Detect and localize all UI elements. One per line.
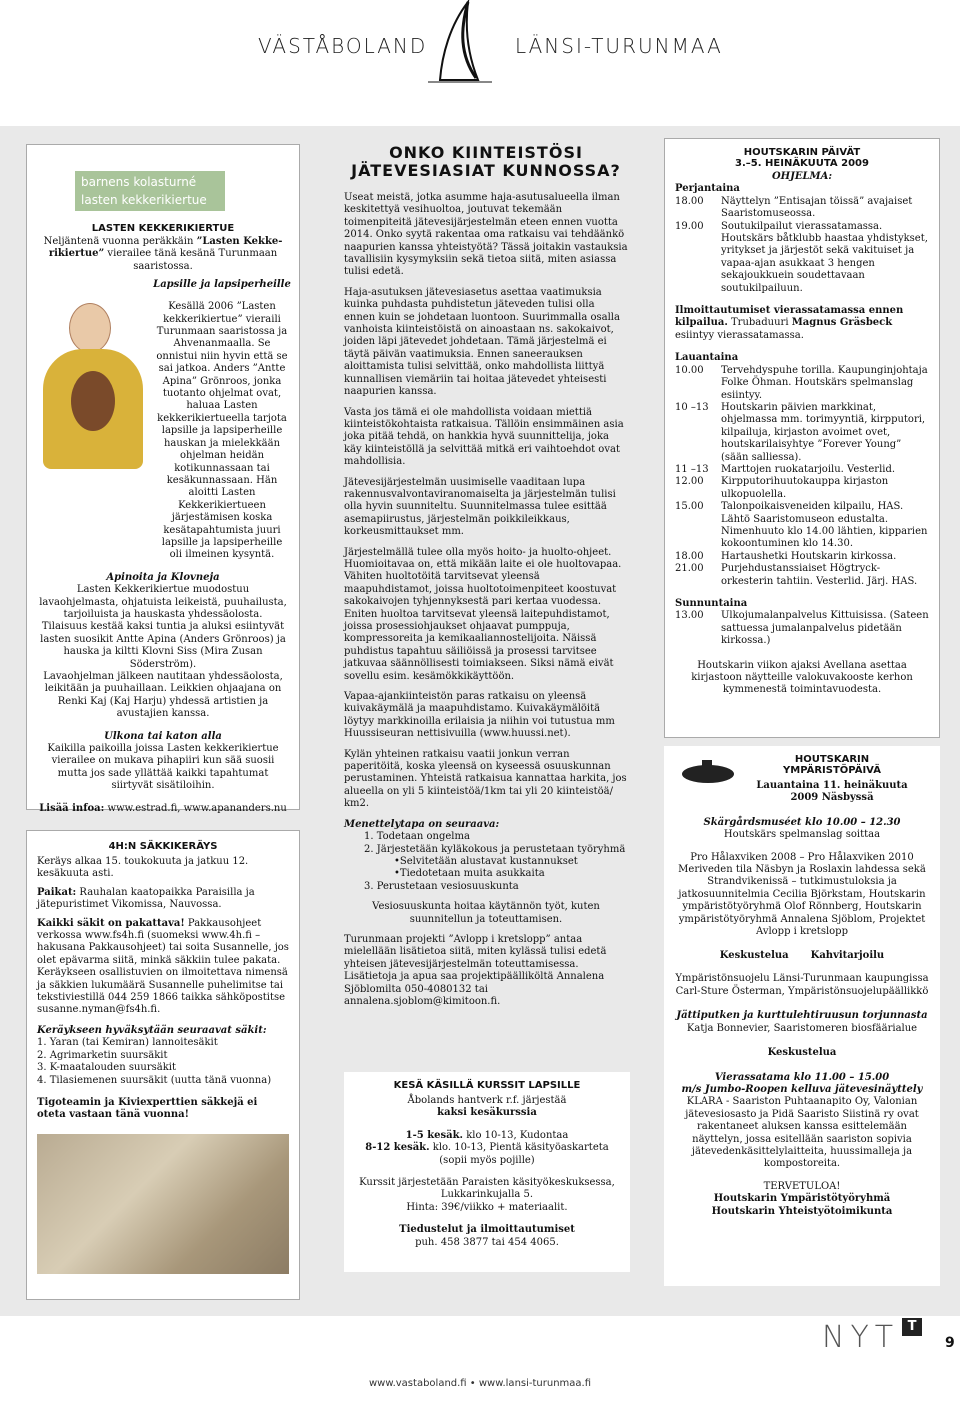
nyt-brand-t: T — [902, 1318, 922, 1336]
cooperative-note: Vesiosuuskunta hoitaa käytännön työt, kuten suunnitellun ja toteuttamisen. — [372, 901, 600, 925]
klara-exhibition: KLARA - Saariston Puhtaanapito Oy, Valonian jätevesiosasto ja Pidä Saaristo Siistinä ry ovat rakentaneet aluksen kanssa esittelemään näyttelyn, jossa esitellään saariston sopivia jätevedenkäsittelylaitteita, huussimalleja ja kompostoreita. — [685, 1096, 919, 1170]
session-2-sub: Katja Bonnevier, Saaristomeren biosfäärialue — [686, 1022, 918, 1034]
summer-courses-article — [344, 1072, 630, 1272]
kekkerikiertue-paragraph-5: Kaikilla paikoilla joissa Lasten kekkerikiertue vierailee on mukava pihapiiri kun sää suosii mutta jos sade yllättää kaikki tapahtumat siirtyvät sisätiloihin. — [47, 743, 279, 792]
course-phone: puh. 458 3877 tai 454 4065. — [415, 1236, 559, 1248]
discussion-label: Keskustelua — [719, 950, 789, 962]
kekkerikiertue-heading: LASTEN KEKKERIKIERTUE — [91, 223, 235, 234]
kekkerikiertue-subheading-1: Lapsille ja lapsiperheille — [153, 279, 291, 291]
wastewater-article — [344, 144, 628, 1044]
speakers-list: Pro Hålaxviken 2008 – Pro Hålaxviken 2010 Meriveden tila Näsbyn ja Roslaxin lahdessa sekä Strandvikenissä – tutkimustuloksia ja jatkosuunnitelmia Cecilia Björkstam, Houtskarin ympäristötyöryhmä Olof Rönnberg, Houtskarin ympäristötyöryhmä Annalena Sjöblom, Projektet Avlopp i kretslopp — [678, 851, 926, 938]
wastewater-paragraph: Järjestelmällä tulee olla myös hoito- ja huolto-ohjeet. Huomioitavaa on, että mikään laite ei ole huoltovapaa. Vähiten huoltotöitä tarvitsevat yleensä maapuhdistamot, joissa huoltotoimenpiteet koostuvat sakokaivojen tyhjennyksestä pari kertaa vuodessa. Eniten huoltoa tarvitsevat yleensä laitepuhdistamot, joissa prosessiohjaukset ohjaavat pumppuja, kompressoreita ja kemikaaliannostelijoita. Näissä puhdistus tapahtuu säiliöissä ja prosessi tarvitsee jatkuvaa säännöllisesti toimiakseen. Siksi nämä eivät sovellu esim. kesämökkikäyttöön. — [344, 546, 622, 682]
program-item: 10.00 Tervehdyspuhe torilla. Kaupunginjohtaja Folke Öhman. Houtskärs spelmanslag esiintyy. — [675, 364, 928, 401]
houtskari-days-heading: HOUTSKARIN PÄIVÄT — [743, 147, 861, 158]
course-1: 1-5 kesäk. klo 10-13, Kudontaa — [405, 1129, 569, 1141]
monkey-performer-photo — [37, 301, 147, 471]
registration-note: Ilmoittautumiset vierassatamassa ennen kilpailua. Trubaduuri Magnus Gräsbeck esiintyy vierassatamassa. — [675, 305, 904, 341]
program-item: 11 –13 Marttojen ruokatarjoilu. Vesterlid. — [675, 463, 896, 475]
sack-collection-heading: 4H:N SÄKKIKERÄYS — [108, 841, 218, 852]
houtskari-days-dates: 3.–5. HEINÄKUUTA 2009 — [735, 158, 869, 169]
environment-protection-talk: Ympäristönsuojelu Länsi-Turunmaan kaupungissa Carl-Sture Österman, Ympäristönsuojelupäällikkö — [675, 973, 929, 997]
sack-collection-instructions: Kaikki säkit on pakattava! Pakkausohjeet verkossa www.fs4h.fi (suomeksi www.4h.fi – hakusana Pakkausohjeet) tai soita Susannelle, jos olet epävarma siitä, minkä säkkiin tulee pakata. Keräykseen osallistuvien on ilmoitettava nimensä ja säkkien lukumäärä Susannelle puhelimitse tai tekstiviestillä 044 259 1866 taikka sähköpostitse susanne.nyman@fs4h.fi. — [37, 917, 289, 1016]
sail-logo-icon — [420, 0, 500, 85]
program-item: 13.00 Ulkojumalanpalvelus Kittuisissa. (Sateen sattuessa jumalanpalvelus pidetään kirkossa.) — [675, 610, 929, 647]
masthead — [0, 0, 960, 110]
kekkerikiertue-article — [26, 144, 300, 814]
program-item: 21.00 Purjehdustanssiaiset Högtryck-orkesterin tahtiin. Vesterlid. Järj. HAS. — [675, 563, 918, 587]
masthead-swedish-name: VÄSTÅBOLAND — [258, 34, 428, 58]
program-item: 18.00 Hartaushetki Houtskarin kirkossa. — [675, 550, 897, 562]
coffee-label: Kahvitarjoilu — [810, 950, 885, 962]
kekkerikiertue-more-info: Lisää infoa: www.estrad.fi, www.apananders.nu — [39, 802, 287, 814]
wastewater-paragraph: Useat meistä, jotka asumme haja-asutusalueella ilman keskitettyä vesihuoltoa, joutuvat tekemään toimenpiteitä jätevesijärjestelmän eteen ennen vuotta 2014. Onko syytä rakentaa oma ratkaisu vai tehdäänkö naapurien kanssa yhteistyötä? Tässä joitakin vastauksia tavallisiin kysymyksiin sekä tietoa siitä, miten asiassa tulisi edetä. — [344, 192, 628, 278]
kekkerikiertue-paragraph-1: Kesällä 2006 ”Lasten kekkerikiertue” vieraili Turunmaan saaristossa ja Ahvenanmaalla. Se onnistui niin hyvin että se sai jatkoa. Anders ”Antte Apina” Grönroos, jonka tuotanto ohjelmat ovat, haluaa Lasten kekkerikiertueella tarjota lapsille ja lapsiperheille hauskan ja mielekkään ohjelman heidän kotikunnassaan tai kesäkunnassaan. Hän aloitti Lasten Kekkerikiertueen järjestämisen koska kesätapahtumista juuri lapsille ja lapsiperheille oli ilmeinen kysyntä. — [156, 301, 288, 561]
procedure-step: 1. Todetaan ongelma — [364, 831, 470, 843]
day-friday: Perjantaina — [675, 183, 740, 195]
environment-day-date-2: 2009 Näsbyssä — [790, 792, 874, 804]
houtskari-days-closing: Houtskarin viikon ajaksi Avellana asettaa kirjastoon näytteille valokuvakooste kerhon kymmenestä toimintavuodesta. — [691, 659, 913, 696]
program-label: OHJELMA: — [771, 171, 833, 182]
houtskari-days-article — [664, 138, 940, 738]
kekkerikiertue-intro: Neljäntenä vuonna peräkkäin ”Lasten Kekke-rikiertue” vierailee tänä kesänä Turunmaan saaristossa. — [43, 236, 283, 272]
wastewater-paragraph: Vapaa-ajankiinteistön paras ratkaisu on yleensä kuivakäymälä ja maapuhdistamo. Kuivakäymälöitä löytyy markkinoilla erilaisia ja niihin voi tutustua mm Huussiseuran nettisivuilla (www.huussi.net). — [344, 691, 615, 740]
kekkerikiertue-paragraph-4: Lavaohjelman jälkeen nautitaan yhdessäolosta, leikitään ja puuhaillaan. Leikkien ohjaajana on Renki Kaj (Kaj Harju) yhdessä artistien ja avustajien kanssa. — [43, 671, 283, 720]
course-2: 8-12 kesäk. klo. 10-13, Pientä käsityöaskarteta (sopii myös pojille) — [365, 1142, 609, 1166]
environment-day-heading-2: YMPÄRISTÖPÄIVÄ — [783, 765, 881, 776]
logo-line-swedish: barnens kolasturné — [81, 175, 197, 189]
procedure-substep: •Selvitetään alustavat kustannukset — [394, 855, 578, 867]
environment-day-date-1: Lauantaina 11. heinäkuuta — [756, 780, 908, 791]
accepted-sack-item: 3. K-maatalouden suursäkit — [37, 1062, 176, 1074]
accepted-sack-item: 4. Tilasiemenen suursäkit (uutta tänä vuonna) — [37, 1074, 272, 1086]
procedure-step: 3. Perustetaan vesiosuuskunta — [364, 880, 519, 892]
organizer-line: Åbolands hantverk r.f. järjestää — [407, 1095, 567, 1106]
submarine-logo-icon — [678, 756, 738, 786]
organizer-1: Houtskarin Ympäristötyöryhmä — [713, 1193, 891, 1205]
page-number: 9 — [945, 1335, 955, 1351]
project-contact: Turunmaan projekti ”Avlopp i kretslopp” antaa mielellään lisätietoa siitä, miten kylässä tulisi edetä yhteisen jätevesijärjestelmän toteuttamisessa. Lisätietoja ja apua saa projektipäälliköltä Annalena Sjöblomilta 050-4080132 tai annalena.sjoblom@kimitoon.fi. — [344, 933, 607, 1007]
wastewater-headline-line2: JÄTEVESIASIAT KUNNOSSA? — [351, 161, 621, 180]
kekkerikiertue-subheading-2: Apinoita ja Klovneja — [106, 571, 220, 583]
session-2-title: Jättiputken ja kurttulehtiruusun torjunnasta — [676, 1010, 928, 1022]
accepted-sack-item: 2. Agrimarketin suursäkit — [37, 1049, 168, 1061]
wastewater-paragraph: Haja-asutuksen jätevesiasetus asettaa vaatimuksia kuinka puhdasta puhdistetun jäteveden tulisi olla ennen kuin se johdetaan luontoon. Suurimmalla osalla vanhoista kiinteistöistä on ainoastaan ns. sakokaivot, joiden läpi jätevedet johdetaan. Tämä järjestelmä ei täytä päivän vaatimuksia. Ennen saneerauksen aloittamista tulisi selvittää, onko mahdollista liittyä kunnallisen viemäriin tai hoitaa jätevedet yhteisesti naapurien kanssa. — [344, 286, 620, 398]
organizer-2: Houtskarin Yhteistyötoimikunta — [711, 1205, 893, 1217]
day-saturday: Lauantaina — [675, 352, 739, 364]
session-1-sub: Houtskärs spelmanslag soittaa — [723, 829, 881, 841]
wastewater-paragraph: Kylän yhteinen ratkaisu vaatii jonkun verran paperitöitä, koska yleensä on kyseessä osuuskunnan perustaminen. Yhteistä ratkaisua kannattaa harkita, jos alueella on yli 5 kiinteistöä/1km tai yli 20 kiinteistöä/ km2. — [344, 748, 627, 810]
wastewater-paragraph: Vasta jos tämä ei ole mahdollista voidaan miettiä kiinteistökohtaista ratkaisua. Tällöin ensimmäinen asia joka pitää tehdä, on hankkia hyvä suunnittelija, joka käy kiinteistöllä ja selvittää mitkä eri vaihtoehdot ovat mahdollisia. — [344, 406, 624, 468]
environment-day-heading-1: HOUTSKARIN — [794, 754, 870, 765]
session-3-title: Vierassatama klo 11.00 – 15.00 — [714, 1071, 890, 1083]
welcome-text: TERVETULOA! — [763, 1180, 841, 1192]
program-item: 15.00 Talonpoikaisveneiden kilpailu, HAS. Lähtö Saaristomuseon edustalta. Nimenhuuto klo 14.00 lähtien, kipparien kokoontuminen klo 14.30. — [675, 501, 928, 550]
sack-collection-closing: Tigoteamin ja Kiviexperttien säkkejä ei oteta vastaan tänä vuonna! — [37, 1096, 258, 1121]
procedure-title: Menettelytapa on seuraava: — [344, 818, 500, 830]
sack-collection-places: Paikat: Rauhalan kaatopaikka Paraisilla ja jätepuristimet Vikomissa, Nauvossa. — [37, 886, 255, 911]
footer-urls: www.vastaboland.fi • www.lansi-turunmaa.fi — [368, 1378, 592, 1389]
accepted-sacks-title: Keräykseen hyväksytään seuraavat säkit: — [37, 1024, 267, 1036]
course-enquiries: Tiedustelut ja ilmoittautumiset — [399, 1224, 575, 1236]
kekkerikiertue-subheading-3: Ulkona tai katon alla — [104, 730, 222, 742]
nyt-brand: NYT — [822, 1320, 900, 1355]
kekkerikiertue-paragraph-2: Lasten Kekkerikiertue muodostuu lavaohjelmasta, ohjatuista leikeistä, puuhailusta, tarjoiluista ja hauskasta yhdessäolosta. — [39, 584, 287, 620]
wastewater-paragraph: Jätevesijärjestelmän uusimiselle vaaditaan lupa rakennusvalvontaviranomaiselta ja järjestelmän tulisi olla hyvin suunniteltu. Suunnitelmassa tulee esittää asemapiirustus, järjestelmän poikkileikkaus, korkeusmittaukset mm. — [344, 476, 616, 538]
session-1-title: Skärgårdsmuséet klo 10.00 – 12.30 — [703, 816, 901, 828]
program-item: 10 –13 Houtskarin päivien markkinat, ohjelmassa mm. torimyyntiä, kirpputori, kilpailuja, kirjaston avoimet ovet, houtskarilaisyhtye ”Forever Young” (sään salliessa). — [675, 401, 926, 463]
rocky-shore-photo — [37, 1134, 289, 1274]
kekkerikiertue-paragraph-3: Tilaisuus kestää kaksi tuntia ja aluksi esiintyvät lasten suosikit Antte Apina (Anders Grönroos) ja hauska ja kiltti Klovni Siss (Mira Zusan Söderström). — [40, 621, 286, 670]
course-location: Kurssit järjestetään Paraisten käsityökeskuksessa, Lukkarinkujalla 5. — [359, 1177, 615, 1201]
day-sunday: Sunnuntaina — [675, 598, 748, 609]
masthead-finnish-name: LÄNSI-TURUNMAA — [515, 34, 723, 58]
discussion-label-2: Keskustelua — [767, 1047, 837, 1059]
wastewater-headline-line1: ONKO KIINTEISTÖSI — [389, 143, 583, 162]
program-item: 12.00 Kirpputorihuutokauppa kirjaston ulkopuolella. — [675, 476, 889, 500]
procedure-step: 2. Järjestetään kyläkokous ja perustetaan työryhmä — [364, 843, 626, 855]
kekkerikiertue-logo — [75, 171, 225, 211]
sack-collection-article — [26, 830, 300, 1300]
course-price: Hinta: 39€/viikko + materiaalit. — [406, 1201, 568, 1213]
sack-collection-dates: Keräys alkaa 15. toukokuuta ja jatkuu 12. kesäkuuta asti. — [37, 856, 249, 880]
procedure-substep: •Tiedotetaan muita asukkaita — [394, 868, 545, 880]
summer-courses-heading: KESÄ KÄSILLÄ KURSSIT LAPSILLE — [393, 1080, 581, 1091]
session-3-sub: m/s Jumbo-Roopen kelluva jätevesinäyttely — [681, 1083, 923, 1095]
program-item: 18.00 Näyttelyn ”Entisajan töissä” avajaiset Saaristomuseossa. — [675, 195, 913, 220]
logo-line-finnish: lasten kekkerikiertue — [81, 193, 207, 207]
courses-count: kaksi kesäkurssia — [437, 1107, 537, 1119]
accepted-sack-item: 1. Yaran (tai Kemiran) lannoitesäkit — [37, 1037, 218, 1049]
environment-day-article — [664, 746, 940, 1286]
program-item: 19.00 Soutukilpailut vierassatamassa. Houtskärs båtklubb haastaa yhdistykset, yritykset ja järjestöt sekä vakituiset ja vapaa-ajan asukkaat 3 hengen sekajoukkuein soudettavaan soutukilpailuun. — [675, 220, 928, 294]
